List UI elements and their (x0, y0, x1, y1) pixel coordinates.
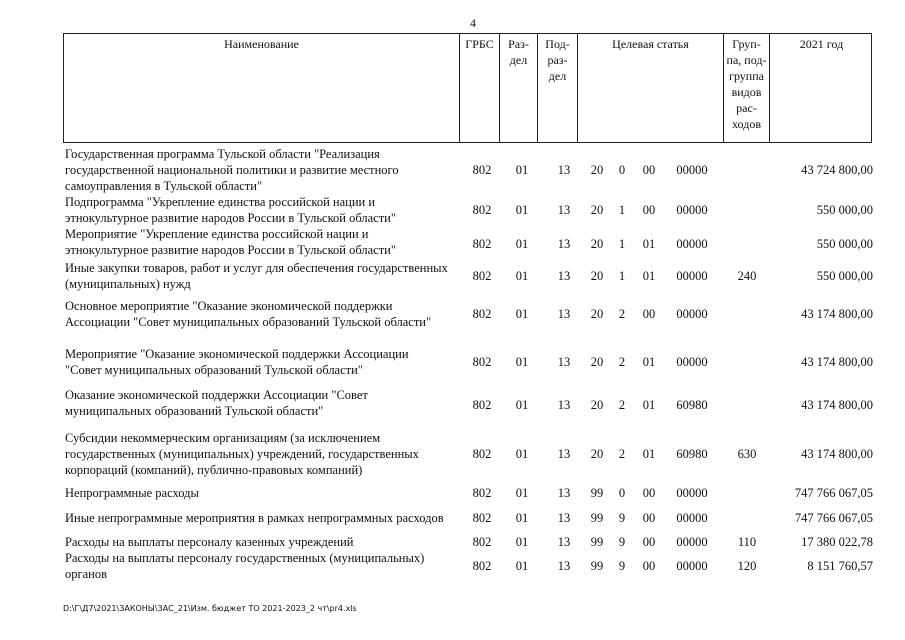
header-group-line: рас- (736, 101, 757, 115)
row-grbs: 802 (472, 355, 492, 369)
header-group-line: видов (731, 85, 762, 99)
row-amount: 550 000,00 (816, 269, 873, 283)
row-amount: 17 380 022,78 (801, 535, 873, 549)
row-podrazdel: 13 (557, 237, 571, 251)
row-target-4: 00000 (676, 486, 708, 500)
header-group (724, 34, 770, 142)
row-name-line: самоуправления в Тульской области" (65, 179, 263, 193)
row-target-3: 00 (642, 511, 656, 525)
table-row (63, 260, 883, 300)
header-grbs: ГРБС (460, 34, 500, 142)
table-row (63, 226, 883, 260)
row-target-3: 01 (642, 398, 656, 412)
row-name (65, 298, 465, 330)
row-target-4: 60980 (676, 398, 708, 412)
row-razdel: 01 (515, 269, 529, 283)
row-target-3: 00 (642, 535, 656, 549)
row-group: 630 (737, 447, 757, 461)
row-target-3: 00 (642, 163, 656, 177)
row-target-4: 00000 (676, 559, 708, 573)
row-name (65, 194, 465, 226)
header-podrazdel (538, 34, 578, 142)
row-podrazdel: 13 (557, 163, 571, 177)
row-name-line: (муниципальных) нужд (65, 277, 191, 291)
row-name (65, 510, 475, 526)
row-target-4: 00000 (676, 269, 708, 283)
row-target-3: 01 (642, 269, 656, 283)
row-name-line: корпораций (компаний), публично-правовых компаний) (65, 463, 363, 477)
row-name-line: муниципальных образований Тульской области" (65, 404, 324, 418)
row-name (65, 146, 465, 194)
header-group-line: па, под- (726, 53, 767, 67)
row-target-4: 00000 (676, 307, 708, 321)
row-group: 110 (737, 535, 757, 549)
row-podrazdel: 13 (557, 307, 571, 321)
row-name (65, 260, 465, 292)
table-row (63, 485, 883, 509)
row-grbs: 802 (472, 307, 492, 321)
header-group-line: Груп- (732, 37, 761, 51)
row-target-3: 01 (642, 237, 656, 251)
row-target-3: 01 (642, 355, 656, 369)
row-amount: 43 724 800,00 (801, 163, 873, 177)
table-row (63, 430, 883, 484)
row-target-4: 60980 (676, 447, 708, 461)
row-target-1: 99 (590, 535, 604, 549)
row-razdel: 01 (515, 511, 529, 525)
row-name-line: Иные непрограммные мероприятия в рамках непрограммных расходов (65, 511, 444, 525)
row-target-2: 2 (618, 447, 626, 461)
header-year: 2021 год (799, 37, 844, 51)
header-razdel-line: Раз- (508, 37, 529, 51)
row-amount: 43 174 800,00 (801, 307, 873, 321)
row-razdel: 01 (515, 559, 529, 573)
row-amount: 43 174 800,00 (801, 447, 873, 461)
row-name-line: этнокультурное развитие народов России в Тульской области" (65, 211, 396, 225)
table-row (63, 346, 883, 386)
row-podrazdel: 13 (557, 398, 571, 412)
row-target-2: 0 (618, 163, 626, 177)
row-name-line: Расходы на выплаты персоналу казенных учреждений (65, 535, 354, 549)
row-name-line: Основное мероприятие "Оказание экономической поддержки (65, 299, 393, 313)
row-name-line: Мероприятие "Укрепление единства российской нации и (65, 227, 369, 241)
row-name-line: государственной национальной политики и развитие местного (65, 163, 399, 177)
header-razdel (500, 34, 538, 142)
header-podrazdel-line: Под- (545, 37, 570, 51)
row-target-1: 20 (590, 307, 604, 321)
row-target-2: 2 (618, 398, 626, 412)
row-grbs: 802 (472, 559, 492, 573)
row-amount: 43 174 800,00 (801, 355, 873, 369)
page-number: 4 (470, 16, 476, 30)
row-target-2: 9 (618, 535, 626, 549)
row-razdel: 01 (515, 203, 529, 217)
row-razdel: 01 (515, 486, 529, 500)
row-name-line: Ассоциации "Совет муниципальных образований Тульской области" (65, 315, 432, 329)
row-name-line: Государственная программа Тульской области "Реализация (65, 147, 380, 161)
row-razdel: 01 (515, 307, 529, 321)
row-target-3: 00 (642, 559, 656, 573)
row-podrazdel: 13 (557, 535, 571, 549)
row-amount: 550 000,00 (816, 203, 873, 217)
row-razdel: 01 (515, 163, 529, 177)
row-podrazdel: 13 (557, 203, 571, 217)
header-razdel-line: дел (509, 53, 528, 67)
row-amount: 43 174 800,00 (801, 398, 873, 412)
row-target-4: 00000 (676, 535, 708, 549)
row-target-1: 99 (590, 559, 604, 573)
row-target-2: 1 (618, 269, 626, 283)
row-razdel: 01 (515, 355, 529, 369)
row-name-line: Оказание экономической поддержки Ассоциации "Совет (65, 388, 368, 402)
table-header (63, 33, 872, 143)
row-name-line: Иные закупки товаров, работ и услуг для обеспечения государственных (65, 261, 448, 275)
row-target-2: 2 (618, 355, 626, 369)
row-target-2: 9 (618, 559, 626, 573)
row-podrazdel: 13 (557, 511, 571, 525)
row-amount: 550 000,00 (816, 237, 873, 251)
row-target-1: 99 (590, 486, 604, 500)
file-path-footer: D:\Г\Д7\2021\ЗАКОНЫ\ЗАС_21\Изм. бюджет ТО 2021-2023_2 чт\pr4.xls (63, 604, 357, 613)
row-amount: 747 766 067,05 (794, 486, 873, 500)
row-name-line: Расходы на выплаты персоналу государственных (муниципальных) (65, 551, 425, 565)
row-target-1: 20 (590, 203, 604, 217)
row-target-4: 00000 (676, 163, 708, 177)
row-target-1: 20 (590, 163, 604, 177)
row-target-1: 20 (590, 447, 604, 461)
table-row (63, 550, 883, 584)
table-row (63, 146, 883, 194)
row-name (65, 534, 465, 550)
row-group: 240 (737, 269, 757, 283)
row-target-2: 1 (618, 237, 626, 251)
row-target-3: 00 (642, 307, 656, 321)
row-name (65, 430, 465, 478)
row-target-1: 20 (590, 398, 604, 412)
row-name-line: Мероприятие "Оказание экономической поддержки Ассоциации (65, 347, 409, 361)
row-target-3: 00 (642, 486, 656, 500)
row-grbs: 802 (472, 398, 492, 412)
row-target-2: 1 (618, 203, 626, 217)
row-razdel: 01 (515, 535, 529, 549)
row-razdel: 01 (515, 398, 529, 412)
row-name (65, 387, 465, 419)
table-row (63, 387, 883, 431)
row-name-line: Подпрограмма "Укрепление единства российской нации и (65, 195, 376, 209)
header-group-line: группа (729, 69, 764, 83)
row-grbs: 802 (472, 447, 492, 461)
row-target-1: 20 (590, 237, 604, 251)
row-podrazdel: 13 (557, 447, 571, 461)
header-group-line: ходов (732, 117, 761, 131)
table-row (63, 194, 883, 228)
row-target-3: 01 (642, 447, 656, 461)
row-razdel: 01 (515, 447, 529, 461)
row-podrazdel: 13 (557, 355, 571, 369)
row-target-4: 00000 (676, 355, 708, 369)
row-grbs: 802 (472, 486, 492, 500)
row-name (65, 550, 465, 582)
row-name (65, 226, 465, 258)
header-podrazdel-line: раз- (547, 53, 568, 67)
row-name-line: этнокультурное развитие народов России в Тульской области" (65, 243, 396, 257)
row-target-2: 2 (618, 307, 626, 321)
row-target-4: 00000 (676, 203, 708, 217)
row-podrazdel: 13 (557, 559, 571, 573)
row-name-line: Субсидии некоммерческим организациям (за исключением (65, 431, 381, 445)
row-name (65, 485, 465, 501)
row-target-2: 0 (618, 486, 626, 500)
row-amount: 747 766 067,05 (794, 511, 873, 525)
row-grbs: 802 (472, 237, 492, 251)
row-target-1: 20 (590, 269, 604, 283)
header-podrazdel-line: дел (548, 69, 567, 83)
table-row (63, 298, 883, 344)
row-target-3: 00 (642, 203, 656, 217)
row-grbs: 802 (472, 269, 492, 283)
row-name-line: Непрограммные расходы (65, 486, 199, 500)
row-name-line: государственных (муниципальных) учреждений, государственных (65, 447, 419, 461)
row-target-4: 00000 (676, 237, 708, 251)
table-row (63, 510, 883, 534)
row-grbs: 802 (472, 535, 492, 549)
row-name-line: органов (65, 567, 108, 581)
row-target-1: 20 (590, 355, 604, 369)
row-podrazdel: 13 (557, 269, 571, 283)
row-target-2: 9 (618, 511, 626, 525)
row-razdel: 01 (515, 237, 529, 251)
header-target: Целевая статья (578, 34, 724, 142)
row-grbs: 802 (472, 203, 492, 217)
row-target-1: 99 (590, 511, 604, 525)
row-name-line: "Совет муниципальных образований Тульской области" (65, 363, 363, 377)
row-name (65, 346, 465, 378)
row-amount: 8 151 760,57 (807, 559, 873, 573)
row-grbs: 802 (472, 163, 492, 177)
row-group: 120 (737, 559, 757, 573)
header-name: Наименование (64, 34, 460, 142)
row-podrazdel: 13 (557, 486, 571, 500)
row-target-4: 00000 (676, 511, 708, 525)
row-grbs: 802 (472, 511, 492, 525)
